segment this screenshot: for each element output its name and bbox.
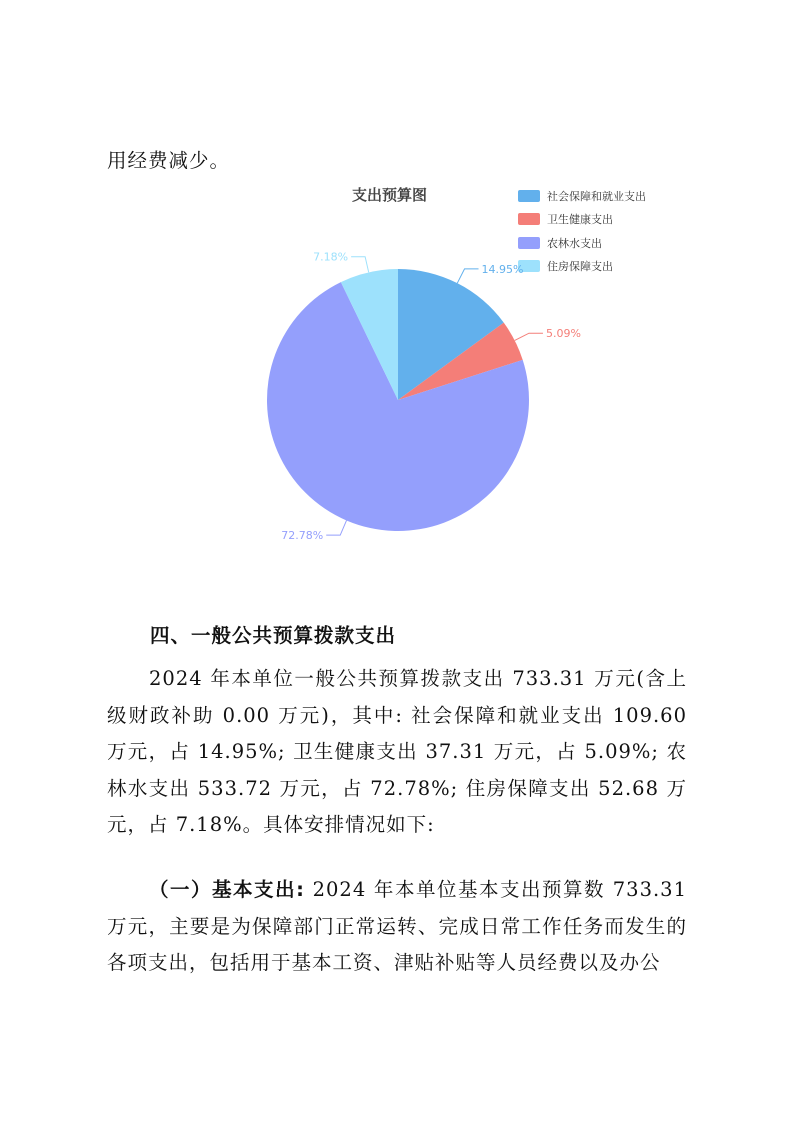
label-leader-line (515, 333, 543, 340)
paragraph-2-text: 2024 年本单位基本支出预算数 733.31 万元，主要是为保障部门正常运转、完成日常工作任务而发生的各项支出，包括用于基本工资、津贴补贴等人员经费以及办公 (107, 878, 687, 974)
legend-label: 农林水支出 (547, 236, 602, 250)
label-leader-line (457, 269, 478, 283)
label-leader-line (326, 520, 346, 535)
legend-label: 卫生健康支出 (547, 213, 613, 227)
section-heading: 四、一般公共预算拨款支出 (150, 624, 397, 647)
sub-heading: （一）基本支出: (149, 878, 305, 901)
legend-label: 住房保障支出 (547, 260, 613, 274)
intro-text: 用经费减少。 (107, 149, 231, 172)
legend-label: 社会保障和就业支出 (547, 189, 646, 203)
slice-data-label: 14.95% (481, 262, 524, 276)
chart-title: 支出预算图 (352, 186, 428, 204)
slice-data-label: 5.09% (545, 327, 581, 341)
paragraph-2 (107, 872, 687, 982)
slice-data-label: 72.78% (281, 529, 324, 543)
paragraph-1: 2024 年本单位一般公共预算拨款支出 733.31 万元(含上级财政补助 0.00 万元)，其中: 社会保障和就业支出 109.60 万元，占 14.95%; 卫生健康支出 37.31 万元，占 5.09%; 农林水支出 533.72 万元，占 72.78%; 住房保障支出 52.68 万元，占 7.18%。具体安排情况如下: (107, 667, 687, 836)
slice-data-label: 7.18% (313, 250, 349, 264)
label-leader-line (351, 257, 369, 273)
